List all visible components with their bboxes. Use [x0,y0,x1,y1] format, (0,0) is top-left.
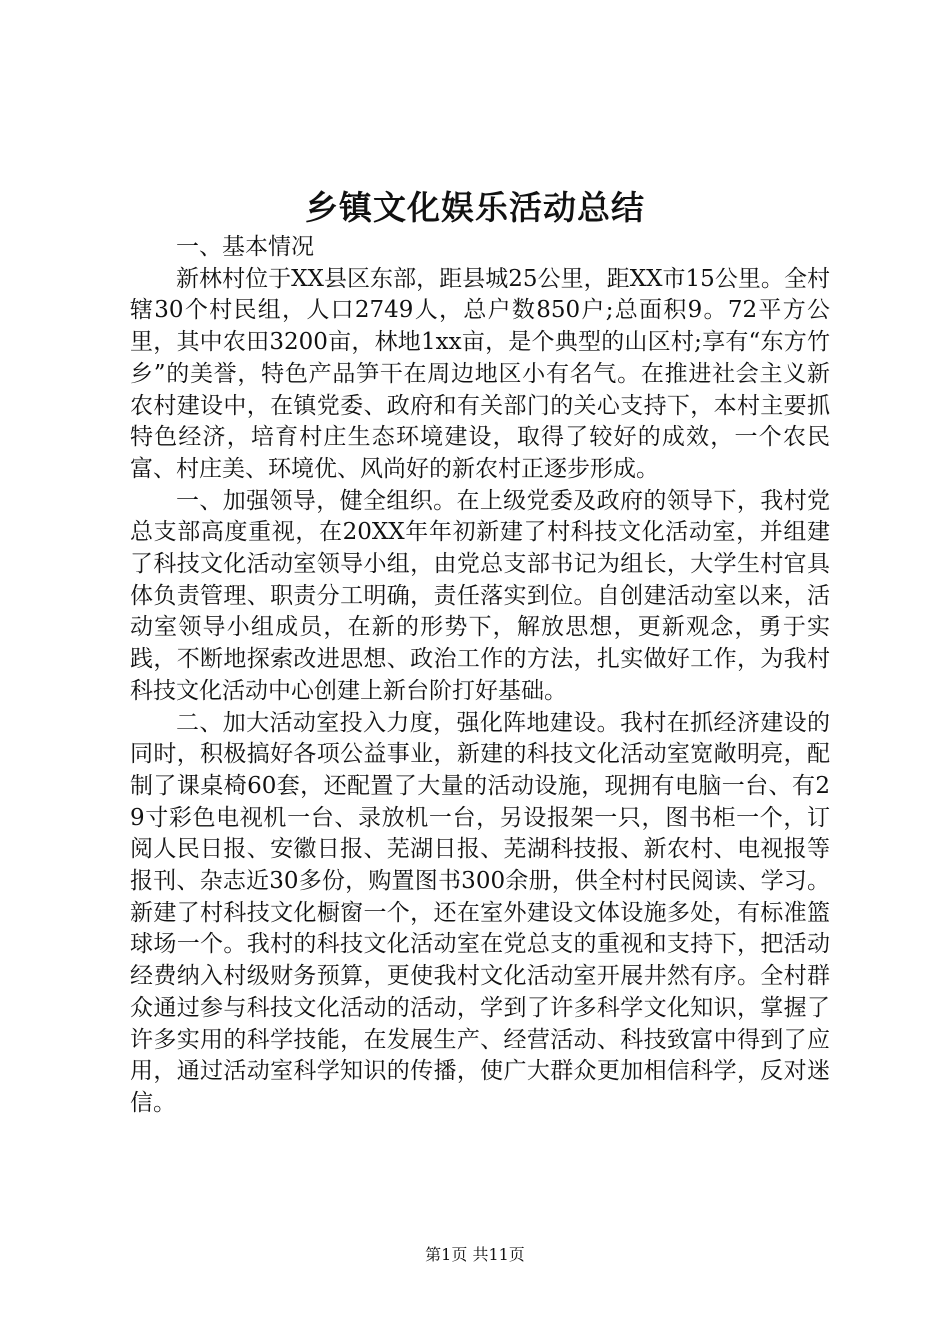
section-heading-basic-info: 一、基本情况 [176,234,314,260]
page-number-footer: 第1页 共11页 [425,1245,525,1264]
paragraph-activity-room: 二、加大活动室投入力度，强化阵地建设。我村在抓经济建设的同时，积极搞好各项公益事业，新建的科技文化活动室宽敞明亮，配制了课桌椅60套，还配置了大量的活动设施，现拥有电脑一台、有29寸彩色电视机一台、录放机一台，另设报架一只，图书柜一个，订阅人民日报、安徽日报、芜湖日报、芜湖科技报、新农村、电视报等报刊、杂志近30多份，购置图书300余册，供全村村民阅读、学习。新建了村科技文化橱窗一个，还在室外建设文体设施多处，有标准篮球场一个。我村的科技文化活动室在党总支的重视和支持下，把活动经费纳入村级财务预算，更使我村文化活动室开展井然有序。全村群众通过参与科技文化活动的活动，学到了许多科学文化知识，掌握了许多实用的科学技能，在发展生产、经营活动、科技致富中得到了应用，通过活动室科学知识的传播，使广大群众更加相信科学，反对迷信。 [130,709,830,1116]
document-body [130,232,830,1120]
document-title: 乡镇文化娱乐活动总结 [305,188,645,227]
paragraph-leadership: 一、加强领导，健全组织。在上级党委及政府的领导下，我村党总支部高度重视，在20XX年年初新建了村科技文化活动室，并组建了科技文化活动室领导小组，由党总支部书记为组长，大学生村官具体负责管理、职责分工明确，责任落实到位。自创建活动室以来，活动室领导小组成员，在新的形势下，解放思想，更新观念，勇于实践，不断地探索改进思想、政治工作的方法，扎实做好工作，为我村科技文化活动中心创建上新台阶打好基础。 [130,487,830,704]
paragraph-village-overview: 新林村位于XX县区东部，距县城25公里，距XX市15公里。全村辖30个村民组，人口2749人，总户数850户;总面积9。72平方公里，其中农田3200亩，林地1xx亩，是个典型的山区村;享有“东方竹乡”的美誉，特色产品笋干在周边地区小有名气。在推进社会主义新农村建设中，在镇党委、政府和有关部门的关心支持下，本村主要抓特色经济，培育村庄生态环境建设，取得了较好的成效，一个农民富、村庄美、环境优、风尚好的新农村正逐步形成。 [130,265,830,482]
